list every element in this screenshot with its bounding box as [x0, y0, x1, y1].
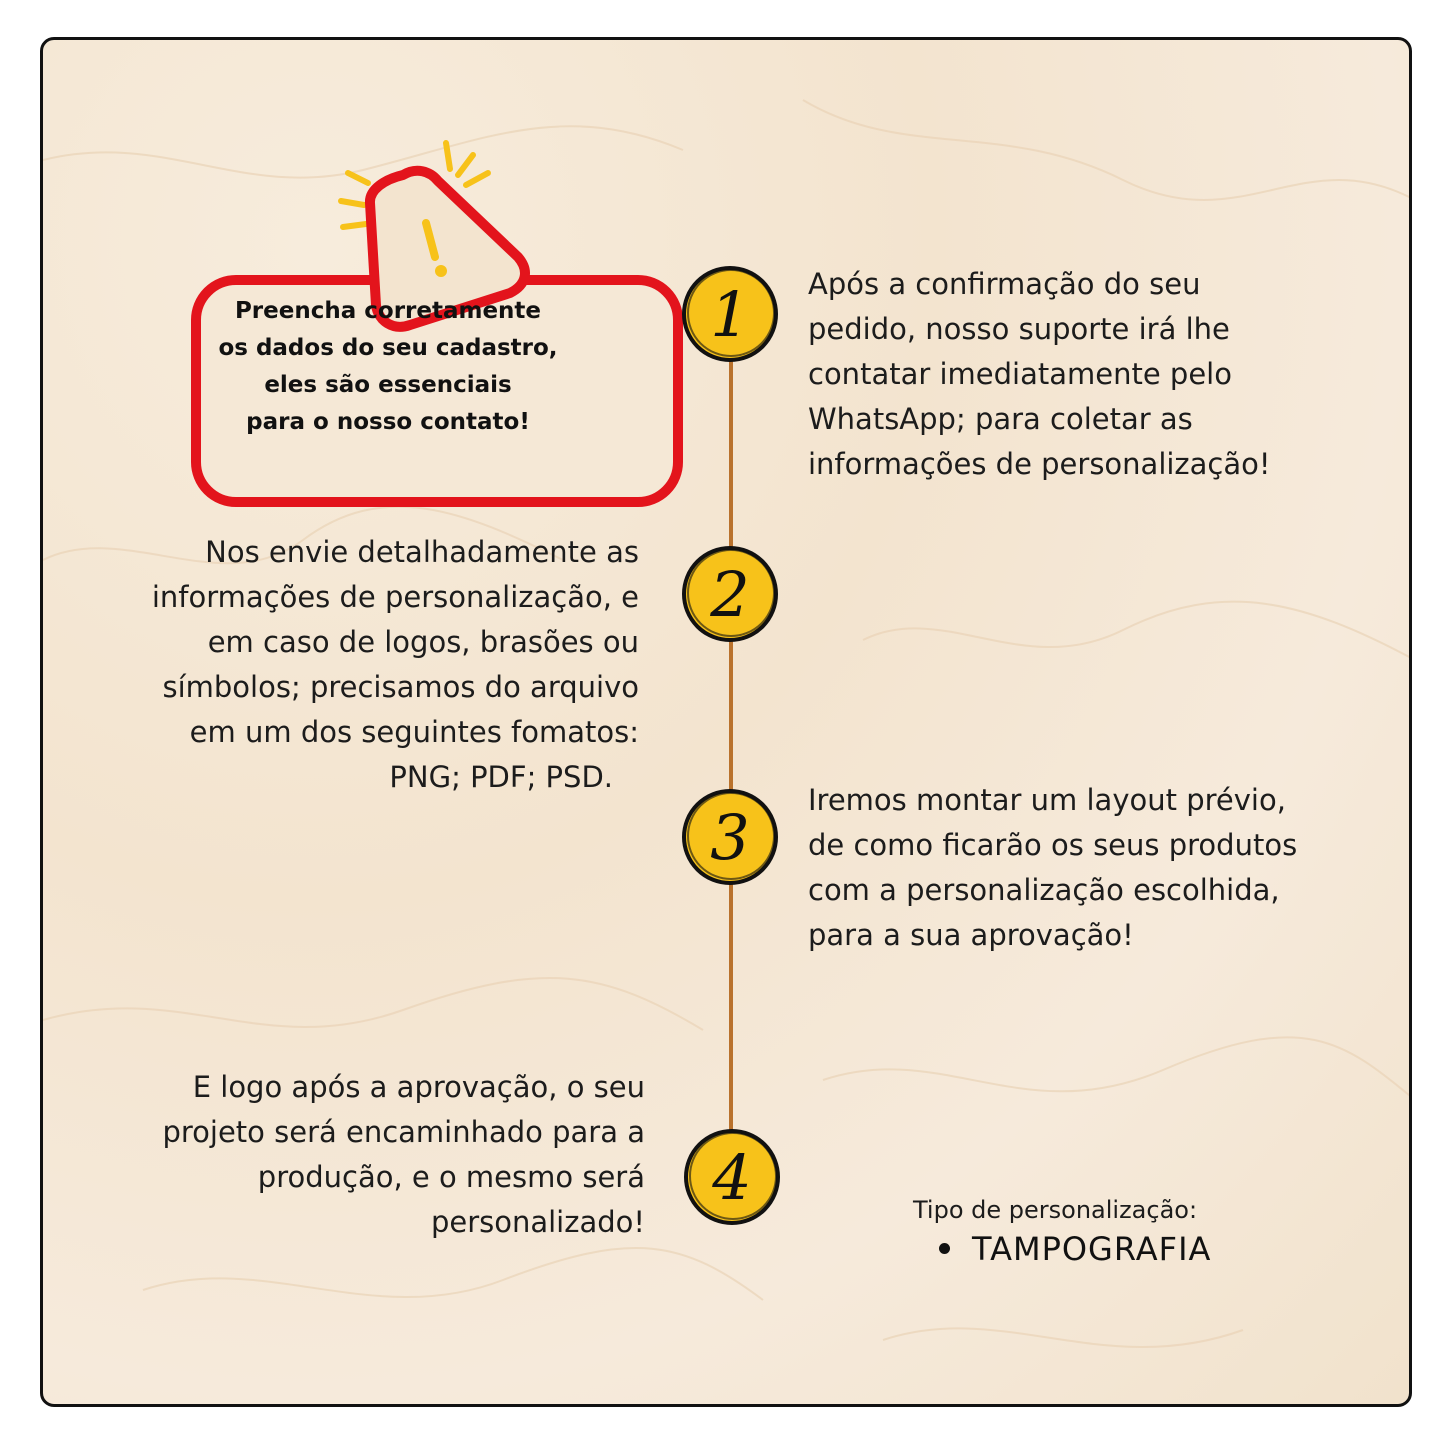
step-line: informações de personalização, e [151, 580, 639, 614]
step-line: em caso de logos, brasões ou [207, 625, 639, 659]
warning-line: para o nosso contato! [246, 409, 530, 435]
step-3-badge [678, 785, 782, 889]
step-number: 4 [712, 1141, 752, 1214]
step-1-description [808, 262, 1271, 487]
step-line: em um dos seguintes fomatos: [189, 715, 639, 749]
warning-line: Preencha corretamente [234, 298, 542, 324]
step-line: pedido, nosso suporte irá lhe [808, 312, 1230, 346]
step-line: E logo após a aprovação, o seu [192, 1070, 645, 1104]
step-line: Iremos montar um layout prévio, [808, 783, 1286, 817]
step-1-badge [678, 262, 782, 366]
infographic-card [40, 37, 1412, 1407]
step-line: PNG; PDF; PSD. [389, 760, 613, 794]
step-number: 2 [710, 558, 750, 631]
step-2-description [152, 530, 639, 800]
warning-message [178, 293, 598, 441]
step-line: informações de personalização! [808, 447, 1271, 481]
step-line: de como ficarão os seus produtos [808, 828, 1298, 862]
warning-rays-left [341, 173, 368, 227]
step-line: símbolos; precisamos do arquivo [162, 670, 639, 704]
personalization-item-label: TAMPOGRAFIA [972, 1230, 1212, 1268]
step-line: WhatsApp; para coletar as [808, 402, 1193, 436]
step-line: Nos envie detalhadamente as [205, 535, 639, 569]
step-line: Após a confirmação do seu [808, 267, 1201, 301]
step-number: 1 [710, 278, 750, 351]
step-line: personalizado! [430, 1205, 645, 1239]
step-4-description [162, 1065, 645, 1245]
warning-line: eles são essenciais [264, 372, 512, 398]
personalization-item [939, 1230, 1211, 1268]
step-line: projeto será encaminhado para a [162, 1115, 645, 1149]
step-line: para a sua aprovação! [808, 918, 1134, 952]
step-line: com a personalização escolhida, [808, 873, 1280, 907]
step-4-badge [680, 1125, 784, 1229]
bullet-icon [939, 1243, 950, 1254]
step-line: produção, e o mesmo será [257, 1160, 645, 1194]
warning-line: os dados do seu cadastro, [218, 335, 558, 361]
warning-rays-right [446, 143, 488, 185]
timeline-line [729, 323, 733, 1183]
step-line: contatar imediatamente pelo [808, 357, 1232, 391]
personalization-label: Tipo de personalização: [913, 1196, 1198, 1224]
step-2-badge [678, 542, 782, 646]
step-3-description [808, 778, 1297, 958]
step-number: 3 [710, 801, 750, 874]
